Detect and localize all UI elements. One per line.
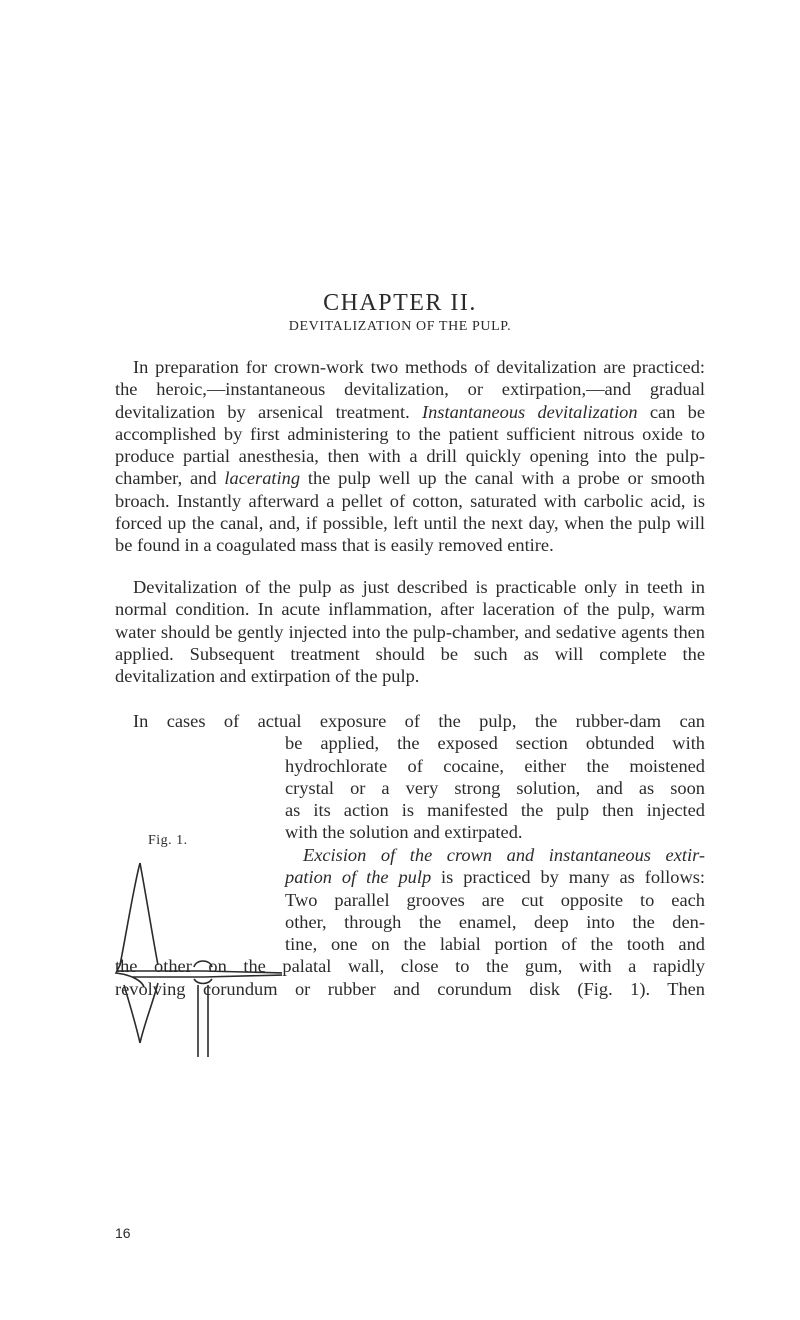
tooth-figure [112,855,282,1065]
chapter-subtitle: DEVITALIZATION OF THE PULP. [288,319,512,334]
paragraph-3 [115,710,705,844]
p4-line-6: the other on the palatal wall, close to the gum, with a rapidly [115,956,705,977]
p1-emphasis-lacerating: lacerating [224,468,301,489]
p4-line-4: other, through the enamel, deep into the den- [285,911,705,932]
p4-line-5: tine, one on the labial portion of the tooth and [285,934,705,955]
p1-mid: can be accomplished by first administering to the patient sufficient nitrous oxide to produce partial anesthesia, then with a drill quickly opening into the pulp-chamber, and [115,401,706,489]
p4-line-2-rest: is practiced by many as follows: [431,867,706,888]
p4-line-3: Two parallel grooves are cut opposite to each [285,889,705,910]
chapter-title: CHAPTER II. [323,290,477,316]
p3-line-2: be applied, the exposed section obtunded with [285,733,705,754]
p3-line-3: hydrochlorate of cocaine, either the moistened [285,755,705,776]
disk-line-lower [132,975,282,977]
p3-line-4: crystal or a very strong solution, and as soon [285,777,705,798]
p3-line-1: In cases of actual exposure of the pulp, the rubber-dam can [133,711,705,731]
p1-emphasis-instantaneous: Instantaneous devitalization [421,401,638,422]
paragraph-1 [115,356,705,557]
p3-line-5: as its action is manifested the pulp then injected [285,800,705,821]
tooth-crown-labial [140,863,158,965]
p1-end: the pulp well up the canal with a probe or smooth broach. Instantly afterward a pellet of cotton, saturated with carbolic acid, is forced up the canal, and, if possible, left until the next day, when the pulp will be found in a coagulated mass that is easily removed entire. [115,468,705,556]
disk-line [118,971,282,973]
disk-hub [194,961,212,967]
p4-emphasis-1: Excision of the crown and instantaneous extir- [303,845,705,865]
p3-line-6: with the solution and extirpated. [285,822,523,843]
figure-label: Fig. 1. [148,833,188,848]
tooth-crown-outline [116,863,144,987]
p4-line-7: revolving corundum or rubber and corundum disk (Fig. 1). Then [115,978,705,999]
p4-emphasis-2: pation of the pulp [285,867,432,888]
disk-hub-lower [194,979,212,984]
page-number: 16 [115,1225,131,1241]
p1-start: In preparation for crown-work two methods of devitalization are practiced: the heroic,—instantaneous devitalization, or extirpation,—and gradual devitalization by arsenical treatment. [115,357,705,422]
tooth-root [124,983,158,1043]
paragraph-2: Devitalization of the pulp as just described is practicable only in teeth in normal condition. In acute inflammation, after laceration of the pulp, warm water should be gently injected into the pulp-chamber, and sedative agents then applied. Subsequent treatment should be such as will complete the devitalization and extirpation of the pulp. [115,577,705,687]
